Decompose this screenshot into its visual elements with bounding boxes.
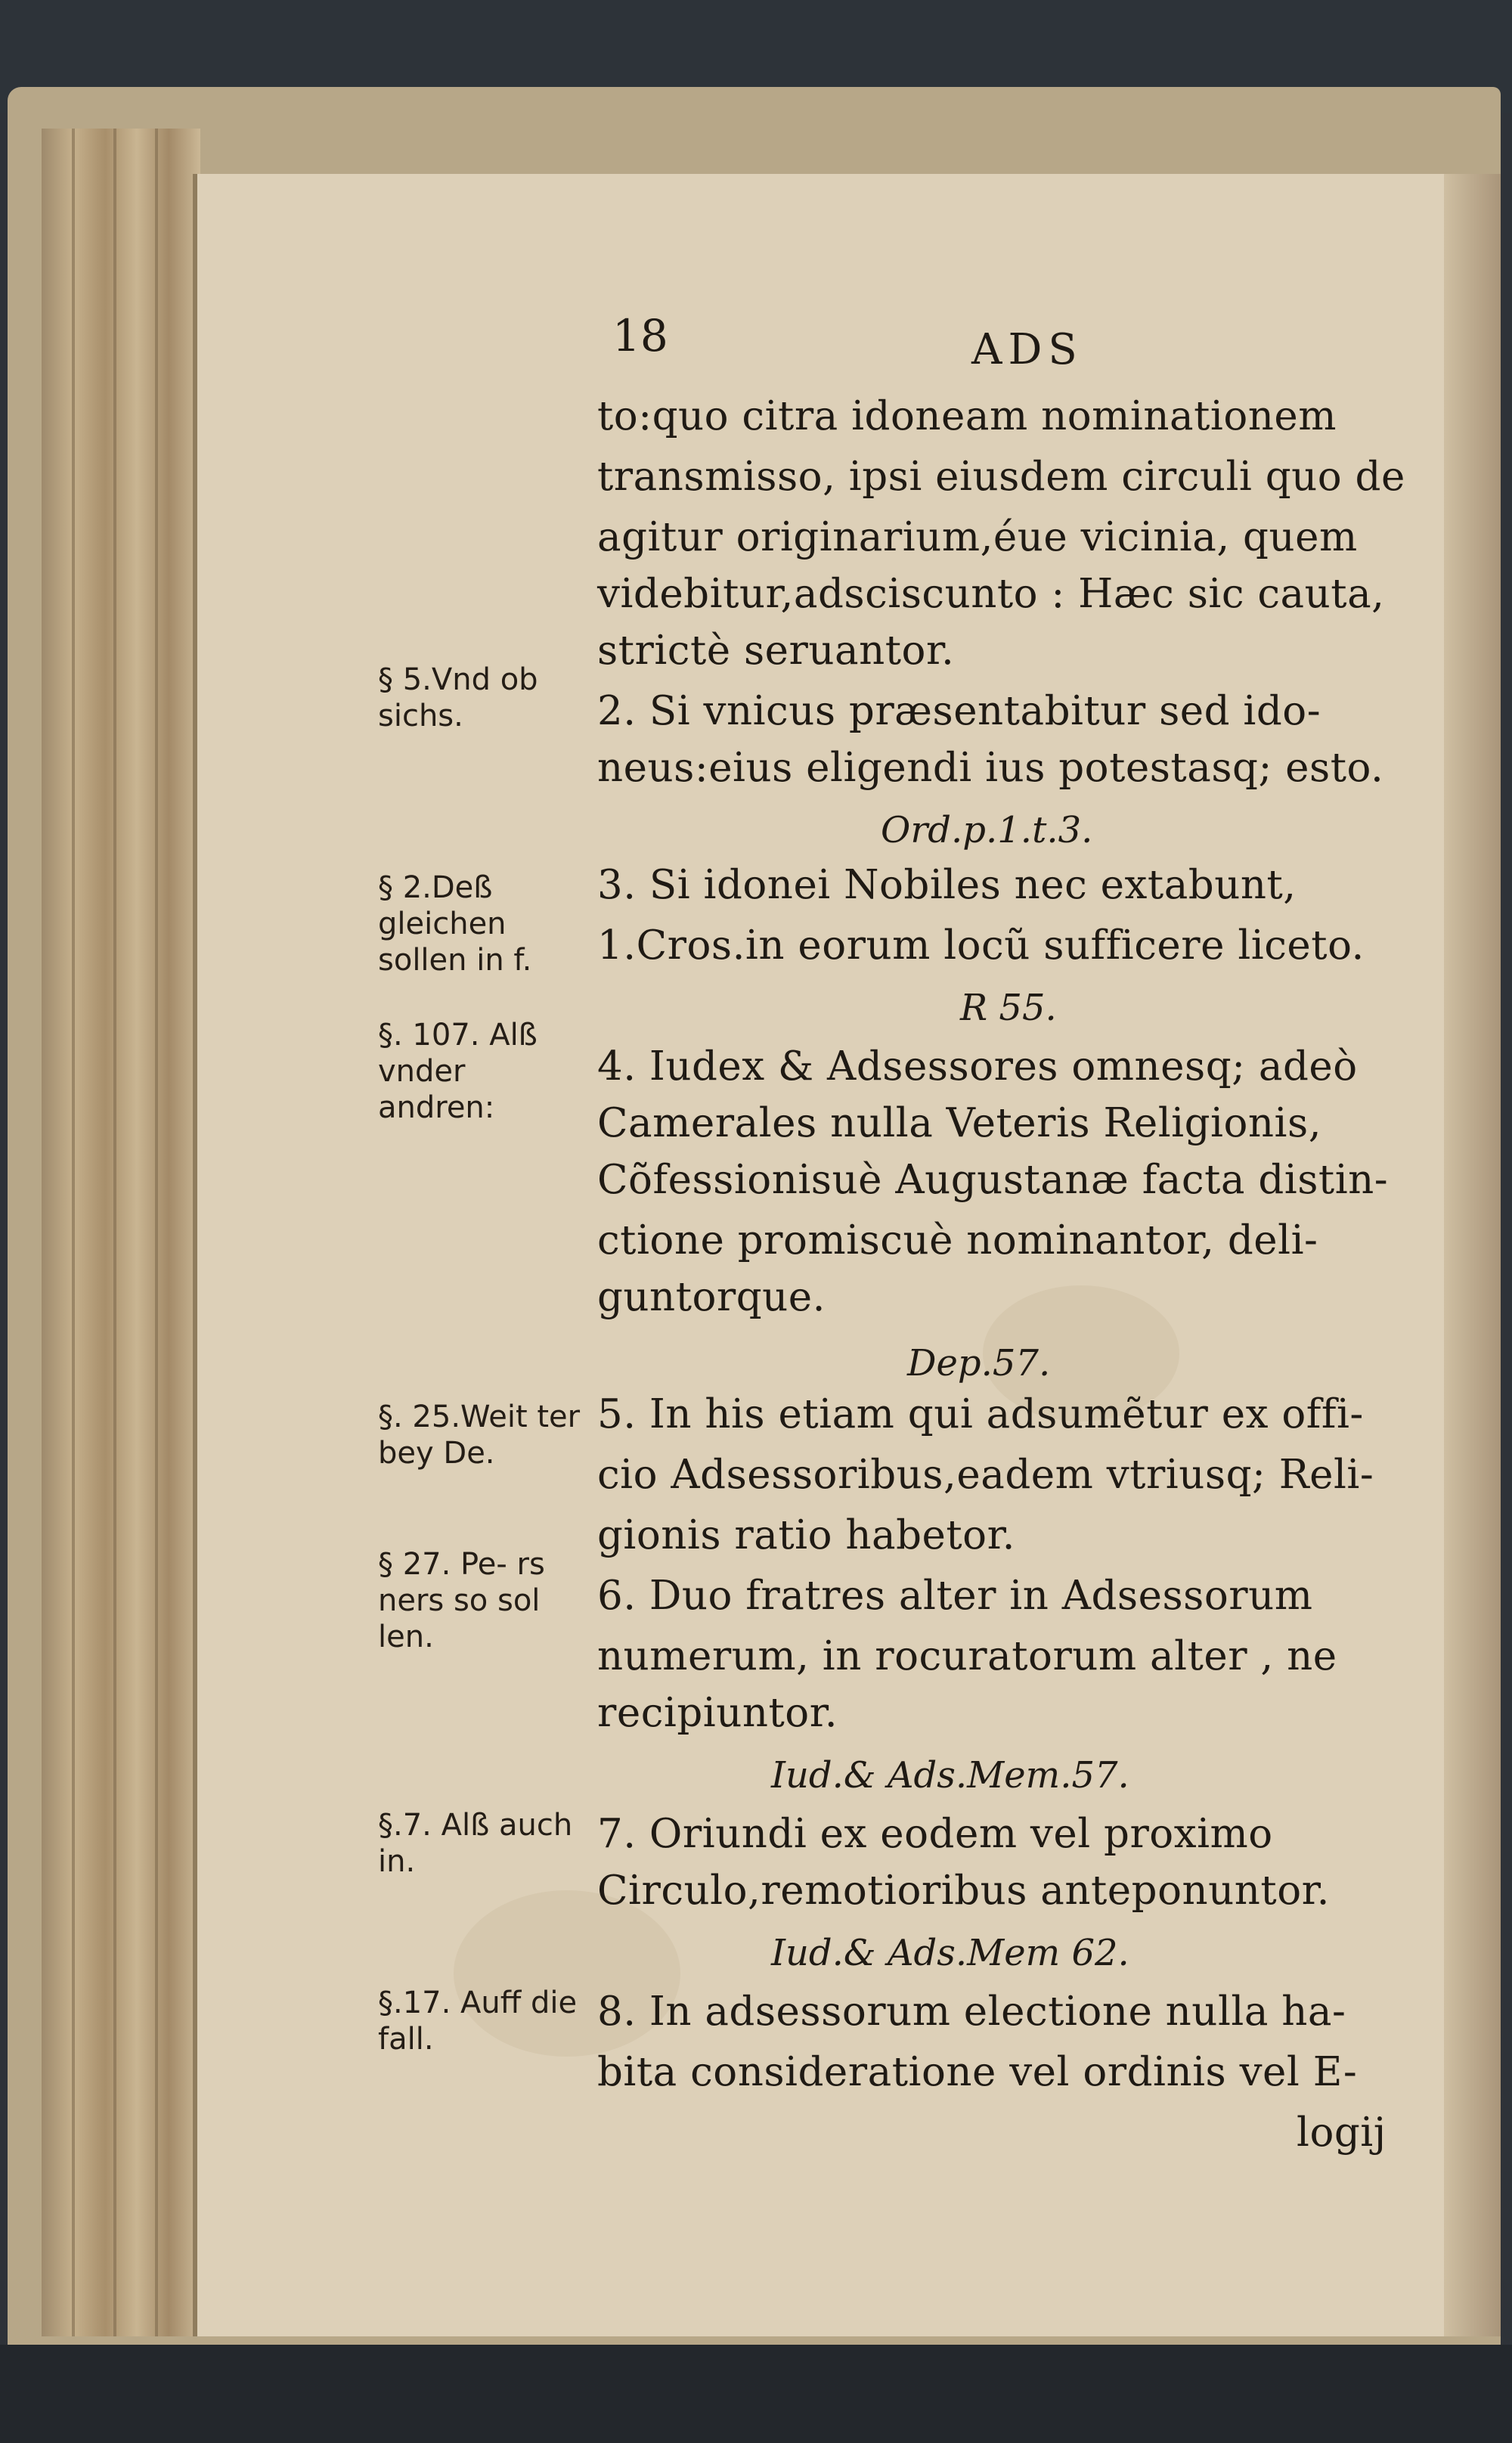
margin-note: §.17. Auff die fall. [378, 1986, 578, 2057]
page-gutter [1444, 174, 1501, 2336]
citation: Iud.& Ads.Mem 62. [771, 1932, 1129, 1974]
body-line: cio Adsessoribus,eadem vtriusq; Reli- [597, 1452, 1374, 1498]
page-edge-line [113, 129, 116, 2336]
body-line: 6. Duo fratres alter in Adsessorum [597, 1573, 1313, 1619]
citation: Dep.57. [907, 1342, 1051, 1384]
page-edge-line [155, 129, 158, 2336]
body-line: gionis ratio habetor. [597, 1512, 1015, 1558]
body-line: recipiuntor. [597, 1690, 838, 1736]
margin-note: § 27. Pe- rs ners so sol len. [378, 1547, 545, 1654]
body-line: transmisso, ipsi eiusdem circuli quo de [597, 454, 1405, 500]
margin-note: § 2.Deß gleichen sollen in f. [378, 870, 532, 978]
citation: R 55. [960, 987, 1057, 1029]
margin-note: §. 25.Weit ter bey De. [378, 1400, 581, 1471]
body-line: agitur originarium,éue vicinia, quem [597, 514, 1358, 560]
margin-note: §. 107. Alß vnder andren: [378, 1018, 538, 1125]
page-edges [42, 129, 200, 2336]
body-line: strictè seruantor. [597, 628, 955, 674]
body-line: Camerales nulla Veteris Religionis, [597, 1100, 1322, 1146]
body-line: 5. In his etiam qui adsumẽtur ex offi- [597, 1391, 1364, 1437]
body-line: ctione promiscuè nominantor, deli- [597, 1217, 1318, 1263]
body-line: numerum, in rocuratorum alter , ne [597, 1633, 1337, 1679]
body-line: logij [1297, 2110, 1387, 2156]
body-line: 3. Si idonei Nobiles nec extabunt, [597, 862, 1297, 908]
body-line: 7. Oriundi ex eodem vel proximo [597, 1811, 1273, 1857]
margin-note: § 5.Vnd ob sichs. [378, 662, 538, 733]
body-line: 1.Cros.in eorum locũ sufficere liceto. [597, 922, 1365, 969]
page-number: 18 [612, 310, 668, 361]
running-head: ADS [971, 325, 1083, 374]
citation: Ord.p.1.t.3. [881, 809, 1093, 851]
body-line: guntorque. [597, 1274, 826, 1320]
body-line: to:quo citra idoneam nominationem [597, 393, 1337, 439]
body-line: 2. Si vnicus præsentabitur sed ido- [597, 688, 1321, 734]
page-edge-line [72, 129, 75, 2336]
citation: Iud.& Ads.Mem.57. [771, 1754, 1129, 1797]
body-line: bita consideratione vel ordinis vel E- [597, 2049, 1358, 2095]
body-line: Cõfessionisuè Augustanæ facta distin- [597, 1157, 1389, 1203]
body-line: videbitur,adsciscunto : Hæc sic cauta, [597, 571, 1385, 617]
margin-note: §.7. Alß auch in. [378, 1808, 573, 1879]
body-line: 8. In adsessorum electione nulla ha- [597, 1989, 1346, 2035]
backdrop-bottom [0, 2345, 1512, 2443]
body-line: 4. Iudex & Adsessores omnesq; adeò [597, 1043, 1358, 1090]
body-line: neus:eius eligendi ius potestasq; esto. [597, 745, 1384, 791]
body-line: Circulo,remotioribus anteponuntor. [597, 1868, 1330, 1914]
